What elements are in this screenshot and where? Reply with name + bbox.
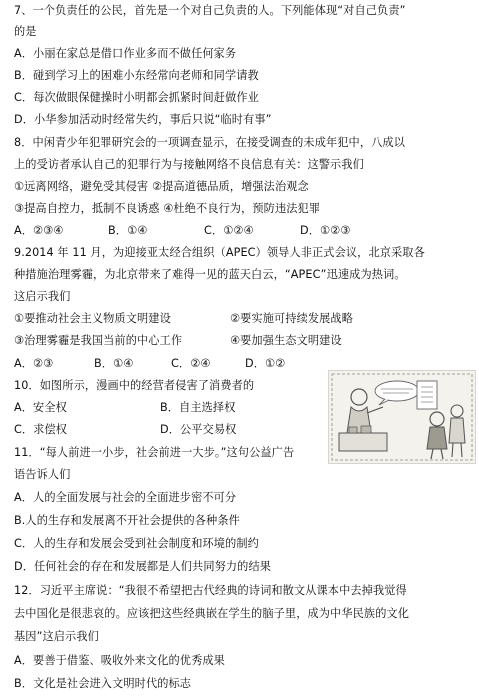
q8-items-line-2: ③提高自控力，抵制不良诱惑 ④杜绝不良行为，预防违法犯罪	[14, 202, 321, 215]
q7-stem-line-2: 的是	[14, 25, 37, 38]
q7-option-d: D．小华参加活动时经常失约，事后只说“临时有事”	[14, 113, 272, 126]
q10-option-c: C．求偿权	[14, 423, 68, 436]
q12-option-a: A．要善于借鉴、吸收外来文化的优秀成果	[14, 654, 225, 667]
q8-option-c: C．①②④	[204, 224, 254, 237]
q8-option-b: B．①④	[108, 224, 148, 237]
q9-item-1: ①要推动社会主义物质文明建设	[14, 312, 171, 325]
q8-items-line-1: ①远离网络，避免受其侵害 ②提高道德品质，增强法治观念	[14, 180, 309, 193]
q9-option-b: B．①④	[94, 357, 134, 370]
q11-stem-line-1: 11．“每人前进一小步，社会前进一大步。”这句公益广告	[14, 446, 295, 459]
q12-option-b: B．文化是社会进入文明时代的标志	[14, 677, 192, 690]
q8-stem-line-2: 上的受访者承认自己的犯罪行为与接触网络不良信息有关：这警示我们	[14, 158, 364, 171]
q7-option-c: C．每次做眼保健操时小明都会抓紧时间赶做作业	[14, 91, 259, 104]
q9-option-d: D．①②	[245, 357, 286, 370]
q12-stem-line-2: 去中国化是很悲哀的。应该把这些经典嵌在学生的脑子里，成为中华民族的文化	[14, 607, 410, 620]
q9-item-4: ④要加强生态文明建设	[230, 334, 342, 347]
q10-option-b: B．自主选择权	[160, 401, 236, 414]
q9-stem-line-2: 种措施治理雾霾，为北京带来了难得一见的蓝天白云，“APEC”迅速成为热词。	[14, 268, 406, 281]
q9-item-2: ②要实施可持续发展战略	[230, 312, 354, 325]
q10-cartoon-image	[328, 370, 476, 464]
q11-option-d: D．任何社会的存在和发展都是人们共同努力的结果	[14, 560, 272, 573]
q12-stem-line-3: 基因”这启示我们	[14, 630, 99, 643]
q8-stem-line-1: 8．中闲青少年犯罪研究会的一项调查显示，在接受调查的未成年犯中，八成以	[14, 136, 405, 149]
q11-stem-line-2: 语告诉人们	[14, 468, 71, 481]
q9-stem-line-1: 9.2014 年 11 月，为迎接亚太经合组织（APEC）领导人非正式会议，北京采取各	[14, 246, 425, 259]
q9-option-c: C．②④	[171, 357, 211, 370]
q9-option-a: A．②③	[14, 357, 54, 370]
q9-item-3: ③治理雾霾是我国当前的中心工作	[14, 334, 183, 347]
q7-option-b: B．碰到学习上的困难小东经常向老师和同学请教	[14, 69, 259, 82]
q8-option-d: D．①②③	[300, 224, 351, 237]
q10-stem-line-1: 10．如图所示，漫画中的经营者侵害了消费者的	[14, 379, 255, 392]
cartoon-drawing	[329, 371, 475, 463]
q12-stem-line-1: 12．习近平主席说：“我很不希望把古代经典的诗词和散文从课本中去掉我觉得	[14, 584, 407, 597]
q11-option-a: A．人的全面发展与社会的全面进步密不可分	[14, 491, 237, 504]
q11-option-c: C．人的生存和发展会受到社会制度和环境的制约	[14, 537, 259, 550]
q8-option-a: A．②③④	[14, 224, 64, 237]
q7-option-a: A．小丽在家总是借口作业多而不做任何家务	[14, 47, 237, 60]
q10-option-d: D．公平交易权	[160, 423, 237, 436]
q10-option-a: A．安全权	[14, 401, 67, 414]
q9-stem-line-3: 这启示我们	[14, 290, 71, 303]
q11-option-b: B.人的生存和发展离不开社会提供的各种条件	[14, 514, 240, 527]
q7-stem-line-1: 7、一个负责任的公民，首先是一个对自己负责的人。下列能体现“对自己负责”	[14, 4, 406, 17]
